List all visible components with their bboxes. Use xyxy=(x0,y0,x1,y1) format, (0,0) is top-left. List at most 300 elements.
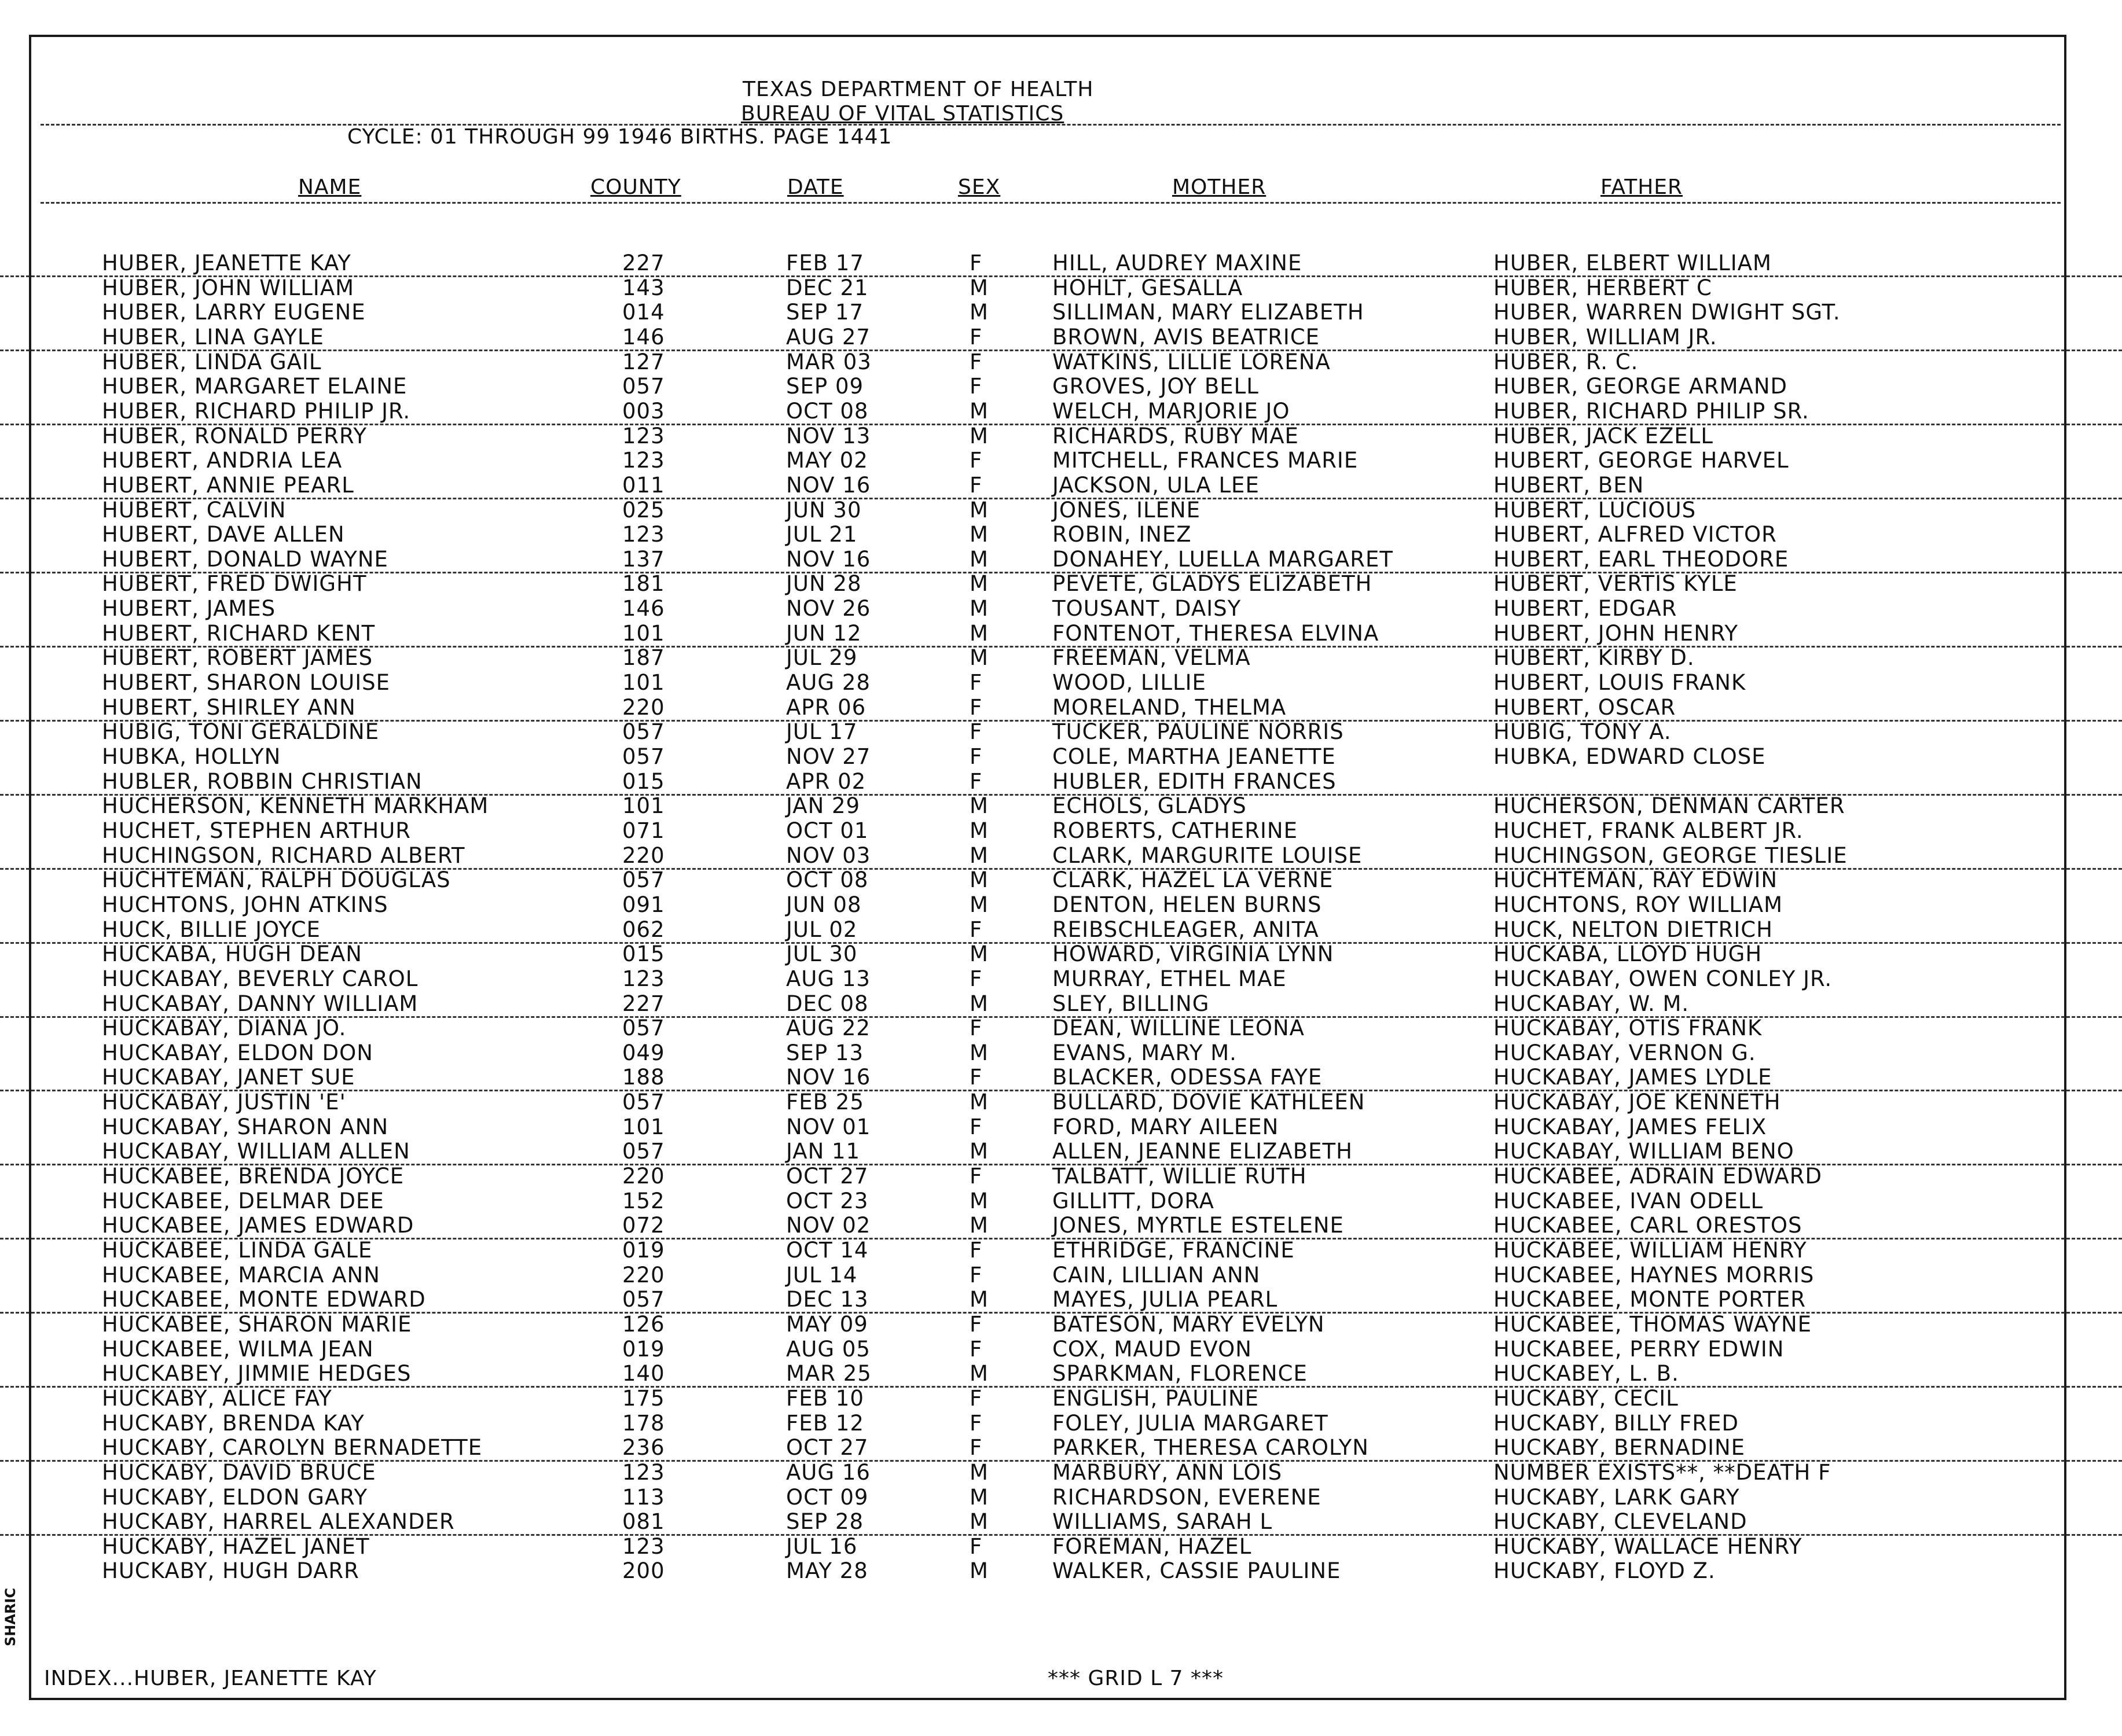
record-father: HUBER, R. C. xyxy=(1493,349,1639,374)
record-county: 188 xyxy=(622,1065,665,1090)
record-name: HUBER, MARGARET ELAINE xyxy=(102,374,407,399)
record-name: HUCKABAY, JUSTIN 'E' xyxy=(102,1090,346,1115)
record-county: 146 xyxy=(622,596,665,621)
record-sex: M xyxy=(970,843,989,868)
record-date: DEC 21 xyxy=(786,275,869,300)
record-mother: GROVES, JOY BELL xyxy=(1052,374,1259,399)
record-date: AUG 05 xyxy=(786,1336,871,1362)
record-sex: F xyxy=(970,768,983,794)
record-row xyxy=(0,1337,2122,1362)
record-county: 123 xyxy=(622,1459,665,1485)
record-mother: WATKINS, LILLIE LORENA xyxy=(1052,349,1331,374)
record-father: HUBERT, JOHN HENRY xyxy=(1493,620,1738,646)
record-sex: F xyxy=(970,1410,983,1436)
record-county: 091 xyxy=(622,892,665,917)
record-row xyxy=(0,1534,2122,1559)
record-county: 015 xyxy=(622,768,665,794)
record-mother: COLE, MARTHA JEANETTE xyxy=(1052,744,1336,769)
record-name: HUCKABEE, LINDA GALE xyxy=(102,1238,373,1263)
record-father: HUCKABAY, JOE KENNETH xyxy=(1493,1090,1781,1115)
record-row xyxy=(0,1164,2122,1189)
record-date: NOV 26 xyxy=(786,596,871,621)
record-father: HUBIG, TONY A. xyxy=(1493,719,1672,745)
record-row xyxy=(0,991,2122,1018)
record-mother: ROBERTS, CATHERINE xyxy=(1052,818,1298,843)
record-name: HUBER, JOHN WILLIAM xyxy=(102,275,355,300)
record-county: 143 xyxy=(622,275,665,300)
record-sex: F xyxy=(970,1435,983,1461)
record-mother: MAYES, JULIA PEARL xyxy=(1052,1287,1278,1312)
record-mother: SLEY, BILLING xyxy=(1052,991,1210,1016)
record-name: HUCKABEE, WILMA JEAN xyxy=(102,1336,374,1362)
record-row xyxy=(0,1361,2122,1388)
record-father: HUBER, WARREN DWIGHT SGT. xyxy=(1493,300,1841,325)
record-father: HUCKABY, FLOYD Z. xyxy=(1493,1558,1716,1584)
column-header-name: NAME xyxy=(298,175,362,199)
record-row xyxy=(0,892,2122,917)
record-father: HUCKABAY, VERNON G. xyxy=(1493,1040,1756,1065)
record-father: HUBERT, EARL THEODORE xyxy=(1493,546,1789,572)
record-sex: M xyxy=(970,1139,989,1164)
record-date: DEC 13 xyxy=(786,1287,869,1312)
record-name: HUCKABEE, DELMAR DEE xyxy=(102,1188,384,1213)
column-header-father: FATHER xyxy=(1600,175,1683,199)
record-sex: F xyxy=(970,744,983,769)
record-sex: F xyxy=(970,719,983,745)
record-name: HUBER, LINDA GAIL xyxy=(102,349,322,374)
record-father: HUCHERSON, DENMAN CARTER xyxy=(1493,793,1845,819)
record-row xyxy=(0,769,2122,796)
record-county: 101 xyxy=(622,793,665,819)
record-father: NUMBER EXISTS**, **DEATH F xyxy=(1493,1459,1831,1485)
record-father: HUBERT, BEN xyxy=(1493,472,1644,498)
record-sex: F xyxy=(970,966,983,991)
record-name: HUCKABAY, ELDON DON xyxy=(102,1040,373,1065)
record-father: HUCHET, FRANK ALBERT JR. xyxy=(1493,818,1804,843)
record-father: HUBERT, KIRBY D. xyxy=(1493,645,1695,671)
record-date: OCT 23 xyxy=(786,1188,869,1213)
record-row xyxy=(0,522,2122,547)
record-name: HUBERT, CALVIN xyxy=(102,497,287,523)
record-row xyxy=(0,744,2122,769)
record-row xyxy=(0,843,2122,870)
record-mother: SILLIMAN, MARY ELIZABETH xyxy=(1052,300,1364,325)
record-date: JUL 21 xyxy=(786,522,858,547)
record-mother: FOREMAN, HAZEL xyxy=(1052,1533,1252,1559)
record-row xyxy=(0,966,2122,991)
record-county: 137 xyxy=(622,546,665,572)
record-date: DEC 08 xyxy=(786,991,869,1016)
record-county: 123 xyxy=(622,1533,665,1559)
record-sex: M xyxy=(970,1188,989,1213)
index-footer: INDEX...HUBER, JEANETTE KAY xyxy=(44,1667,377,1690)
column-header-county: COUNTY xyxy=(590,175,681,199)
record-row xyxy=(0,1238,2122,1263)
record-name: HUBKA, HOLLYN xyxy=(102,744,281,769)
record-row xyxy=(0,818,2122,843)
record-sex: F xyxy=(970,1385,983,1411)
record-name: HUCHTONS, JOHN ATKINS xyxy=(102,892,388,917)
side-stamp: SHARIC xyxy=(2,1588,19,1646)
record-county: 014 xyxy=(622,300,665,325)
record-sex: M xyxy=(970,1213,989,1238)
record-county: 146 xyxy=(622,324,665,350)
record-mother: BULLARD, DOVIE KATHLEEN xyxy=(1052,1090,1365,1115)
record-date: SEP 28 xyxy=(786,1509,864,1535)
record-sex: F xyxy=(970,374,983,399)
record-mother: CAIN, LILLIAN ANN xyxy=(1052,1262,1261,1288)
record-name: HUCHET, STEPHEN ARTHUR xyxy=(102,818,412,843)
record-county: 101 xyxy=(622,670,665,696)
record-sex: F xyxy=(970,1238,983,1263)
record-name: HUCK, BILLIE JOYCE xyxy=(102,917,321,942)
record-county: 101 xyxy=(622,620,665,646)
record-sex: F xyxy=(970,1016,983,1041)
record-mother: FREEMAN, VELMA xyxy=(1052,645,1251,671)
record-name: HUCKABAY, DIANA JO. xyxy=(102,1016,347,1041)
record-name: HUCKABAY, JANET SUE xyxy=(102,1065,355,1090)
record-date: AUG 16 xyxy=(786,1459,871,1485)
record-sex: M xyxy=(970,941,989,967)
record-sex: M xyxy=(970,546,989,572)
record-mother: MORELAND, THELMA xyxy=(1052,694,1287,720)
record-sex: F xyxy=(970,472,983,498)
record-sex: F xyxy=(970,349,983,374)
record-name: HUCHINGSON, RICHARD ALBERT xyxy=(102,843,465,868)
record-sex: M xyxy=(970,596,989,621)
record-mother: TALBATT, WILLIE RUTH xyxy=(1052,1164,1307,1189)
record-county: 178 xyxy=(622,1410,665,1436)
record-date: JUN 12 xyxy=(786,620,862,646)
record-sex: M xyxy=(970,423,989,448)
column-header-divider xyxy=(41,202,2061,204)
record-mother: MARBURY, ANN LOIS xyxy=(1052,1459,1283,1485)
record-county: 200 xyxy=(622,1558,665,1584)
record-county: 057 xyxy=(622,1139,665,1164)
record-county: 220 xyxy=(622,694,665,720)
record-county: 015 xyxy=(622,941,665,967)
record-name: HUCKABY, BRENDA KAY xyxy=(102,1410,365,1436)
record-row xyxy=(0,1558,2122,1583)
record-mother: MITCHELL, FRANCES MARIE xyxy=(1052,448,1359,473)
record-sex: M xyxy=(970,1558,989,1584)
record-name: HUCKABY, ELDON GARY xyxy=(102,1484,368,1510)
record-sex: M xyxy=(970,522,989,547)
record-row xyxy=(0,596,2122,621)
record-county: 057 xyxy=(622,744,665,769)
record-mother: CLARK, HAZEL LA VERNE xyxy=(1052,867,1334,893)
record-date: SEP 13 xyxy=(786,1040,864,1065)
record-row xyxy=(0,917,2122,944)
record-date: SEP 09 xyxy=(786,374,864,399)
record-sex: F xyxy=(970,1065,983,1090)
record-father: HUCKABAY, WILLIAM BENO xyxy=(1493,1139,1794,1164)
record-date: NOV 16 xyxy=(786,472,871,498)
record-row xyxy=(0,1411,2122,1436)
record-mother: WELCH, MARJORIE JO xyxy=(1052,398,1290,424)
record-sex: M xyxy=(970,867,989,893)
record-row xyxy=(0,300,2122,325)
record-sex: M xyxy=(970,818,989,843)
record-name: HUCKABEE, SHARON MARIE xyxy=(102,1311,412,1337)
record-sex: M xyxy=(970,991,989,1016)
record-county: 049 xyxy=(622,1040,665,1065)
record-father: HUCHTONS, ROY WILLIAM xyxy=(1493,892,1783,917)
record-mother: TOUSANT, DAISY xyxy=(1052,596,1242,621)
record-row xyxy=(0,1040,2122,1065)
record-mother: REIBSCHLEAGER, ANITA xyxy=(1052,917,1319,942)
record-father: HUCKABEE, MONTE PORTER xyxy=(1493,1287,1806,1312)
record-date: JUL 02 xyxy=(786,917,858,942)
record-mother: GILLITT, DORA xyxy=(1052,1188,1214,1213)
record-mother: EVANS, MARY M. xyxy=(1052,1040,1237,1065)
record-mother: HOHLT, GESALLA xyxy=(1052,275,1243,300)
record-name: HUCHTEMAN, RALPH DOUGLAS xyxy=(102,867,451,893)
record-name: HUCKABAY, WILLIAM ALLEN xyxy=(102,1139,410,1164)
record-sex: F xyxy=(970,694,983,720)
record-name: HUCKABAY, SHARON ANN xyxy=(102,1114,389,1139)
record-mother: MURRAY, ETHEL MAE xyxy=(1052,966,1287,991)
record-mother: FOLEY, JULIA MARGARET xyxy=(1052,1410,1328,1436)
record-date: NOV 16 xyxy=(786,1065,871,1090)
record-name: HUCKABEY, JIMMIE HEDGES xyxy=(102,1361,412,1386)
record-county: 123 xyxy=(622,966,665,991)
record-name: HUBERT, SHARON LOUISE xyxy=(102,670,390,696)
record-row xyxy=(0,1509,2122,1536)
record-sex: F xyxy=(970,448,983,473)
record-date: MAR 03 xyxy=(786,349,872,374)
record-sex: F xyxy=(970,251,983,275)
record-name: HUCHERSON, KENNETH MARKHAM xyxy=(102,793,489,819)
column-header-date: DATE xyxy=(787,175,844,199)
record-row xyxy=(0,621,2122,648)
record-date: AUG 28 xyxy=(786,670,871,696)
column-header-sex: SEX xyxy=(958,175,1001,199)
record-date: JUL 14 xyxy=(786,1262,858,1288)
record-father: HUCHINGSON, GEORGE TIESLIE xyxy=(1493,843,1848,868)
record-name: HUCKABAY, BEVERLY CAROL xyxy=(102,966,418,991)
record-row xyxy=(0,374,2122,399)
record-row xyxy=(0,1312,2122,1337)
record-date: OCT 08 xyxy=(786,867,869,893)
record-father: HUCKABEE, WILLIAM HENRY xyxy=(1493,1238,1807,1263)
record-name: HUBERT, SHIRLEY ANN xyxy=(102,694,356,720)
record-mother: ROBIN, INEZ xyxy=(1052,522,1192,547)
cycle-line: CYCLE: 01 THROUGH 99 1946 BIRTHS. PAGE 1441 xyxy=(347,125,893,149)
record-name: HUBERT, DAVE ALLEN xyxy=(102,522,345,547)
record-row xyxy=(0,941,2122,966)
record-father: HUCKABAY, W. M. xyxy=(1493,991,1690,1016)
record-county: 123 xyxy=(622,423,665,448)
record-row xyxy=(0,719,2122,744)
record-father: HUBERT, OSCAR xyxy=(1493,694,1676,720)
record-mother: HOWARD, VIRGINIA LYNN xyxy=(1052,941,1334,967)
record-date: OCT 08 xyxy=(786,398,869,424)
record-date: OCT 01 xyxy=(786,818,869,843)
record-father: HUBERT, LOUIS FRANK xyxy=(1493,670,1746,696)
record-date: MAY 28 xyxy=(786,1558,868,1584)
record-row xyxy=(0,793,2122,818)
record-name: HUBER, JEANETTE KAY xyxy=(102,251,351,275)
record-county: 101 xyxy=(622,1114,665,1139)
record-mother: BLACKER, ODESSA FAYE xyxy=(1052,1065,1323,1090)
record-father: HUCKABY, LARK GARY xyxy=(1493,1484,1740,1510)
record-father: HUBERT, VERTIS KYLE xyxy=(1493,571,1738,597)
record-date: NOV 16 xyxy=(786,546,871,572)
record-sex: M xyxy=(970,1090,989,1115)
record-row xyxy=(0,473,2122,499)
record-date: JUL 30 xyxy=(786,941,858,967)
record-mother: CLARK, MARGURITE LOUISE xyxy=(1052,843,1363,868)
record-mother: WOOD, LILLIE xyxy=(1052,670,1206,696)
record-county: 126 xyxy=(622,1311,665,1337)
record-row xyxy=(0,350,2122,374)
record-sex: M xyxy=(970,497,989,523)
record-county: 127 xyxy=(622,349,665,374)
record-father: HUBER, WILLIAM JR. xyxy=(1493,324,1717,350)
record-mother: ALLEN, JEANNE ELIZABETH xyxy=(1052,1139,1353,1164)
record-father: HUCKABEE, THOMAS WAYNE xyxy=(1493,1311,1812,1337)
record-county: 025 xyxy=(622,497,665,523)
record-sex: M xyxy=(970,398,989,424)
record-county: 220 xyxy=(622,843,665,868)
record-row xyxy=(0,1435,2122,1462)
record-county: 003 xyxy=(622,398,665,424)
record-mother: JONES, ILENE xyxy=(1052,497,1201,523)
record-mother: FONTENOT, THERESA ELVINA xyxy=(1052,620,1379,646)
record-row xyxy=(0,547,2122,573)
record-date: FEB 25 xyxy=(786,1090,864,1115)
record-county: 011 xyxy=(622,472,665,498)
record-date: NOV 02 xyxy=(786,1213,871,1238)
record-sex: F xyxy=(970,1262,983,1288)
record-sex: F xyxy=(970,1311,983,1337)
record-father: HUCKABAY, JAMES LYDLE xyxy=(1493,1065,1772,1090)
record-date: NOV 03 xyxy=(786,843,871,868)
record-name: HUBERT, ROBERT JAMES xyxy=(102,645,373,671)
record-mother: HUBLER, EDITH FRANCES xyxy=(1052,768,1337,794)
record-date: MAY 09 xyxy=(786,1311,868,1337)
record-father: HUCKABY, BILLY FRED xyxy=(1493,1410,1739,1436)
record-county: 236 xyxy=(622,1435,665,1461)
record-date: JUN 28 xyxy=(786,571,862,597)
record-name: HUBIG, TONI GERALDINE xyxy=(102,719,380,745)
record-row xyxy=(0,1115,2122,1139)
record-mother: BROWN, AVIS BEATRICE xyxy=(1052,324,1320,350)
record-row xyxy=(0,399,2122,425)
record-mother: COX, MAUD EVON xyxy=(1052,1336,1252,1362)
header-divider xyxy=(41,124,2061,126)
record-date: OCT 27 xyxy=(786,1435,869,1461)
record-row xyxy=(0,498,2122,523)
record-county: 081 xyxy=(622,1509,665,1535)
record-date: MAY 02 xyxy=(786,448,868,473)
record-sex: M xyxy=(970,1509,989,1535)
record-mother: RICHARDSON, EVERENE xyxy=(1052,1484,1321,1510)
record-name: HUBER, RONALD PERRY xyxy=(102,423,367,448)
record-father: HUCKABAY, OWEN CONLEY JR. xyxy=(1493,966,1833,991)
record-sex: M xyxy=(970,1361,989,1386)
record-sex: M xyxy=(970,1040,989,1065)
record-row xyxy=(0,325,2122,351)
record-row xyxy=(0,695,2122,722)
record-name: HUCKABEE, MARCIA ANN xyxy=(102,1262,380,1288)
record-county: 220 xyxy=(622,1262,665,1288)
record-father: HUCK, NELTON DIETRICH xyxy=(1493,917,1773,942)
record-county: 220 xyxy=(622,1164,665,1189)
record-mother: ETHRIDGE, FRANCINE xyxy=(1052,1238,1295,1263)
record-county: 152 xyxy=(622,1188,665,1213)
record-date: AUG 27 xyxy=(786,324,871,350)
record-row xyxy=(0,1263,2122,1288)
record-sex: F xyxy=(970,917,983,942)
record-name: HUCKABY, HUGH DARR xyxy=(102,1558,359,1584)
record-county: 057 xyxy=(622,1016,665,1041)
record-row xyxy=(0,1287,2122,1314)
record-county: 227 xyxy=(622,991,665,1016)
record-mother: DEAN, WILLINE LEONA xyxy=(1052,1016,1305,1041)
record-name: HUBERT, JAMES xyxy=(102,596,276,621)
record-father: HUBER, GEORGE ARMAND xyxy=(1493,374,1788,399)
record-row xyxy=(0,1065,2122,1091)
record-father: HUCKABY, CECIL xyxy=(1493,1385,1679,1411)
record-father: HUCKABY, WALLACE HENRY xyxy=(1493,1533,1802,1559)
record-mother: WALKER, CASSIE PAULINE xyxy=(1052,1558,1341,1584)
record-row xyxy=(0,645,2122,670)
record-sex: M xyxy=(970,1459,989,1485)
record-sex: F xyxy=(970,1164,983,1189)
record-row xyxy=(0,424,2122,448)
record-mother: JACKSON, ULA LEE xyxy=(1052,472,1260,498)
record-date: FEB 10 xyxy=(786,1385,864,1411)
record-date: AUG 13 xyxy=(786,966,871,991)
record-father: HUBERT, EDGAR xyxy=(1493,596,1677,621)
record-county: 175 xyxy=(622,1385,665,1411)
record-name: HUCKABY, CAROLYN BERNADETTE xyxy=(102,1435,483,1461)
record-father: HUBERT, ALFRED VICTOR xyxy=(1493,522,1777,547)
record-father: HUBER, JACK EZELL xyxy=(1493,423,1714,448)
record-father: HUCKABY, BERNADINE xyxy=(1493,1435,1746,1461)
record-date: FEB 17 xyxy=(786,251,864,275)
record-name: HUCKABEE, MONTE EDWARD xyxy=(102,1287,426,1312)
record-county: 187 xyxy=(622,645,665,671)
record-mother: PARKER, THERESA CAROLYN xyxy=(1052,1435,1369,1461)
record-row xyxy=(0,1189,2122,1213)
record-father: HUBER, RICHARD PHILIP SR. xyxy=(1493,398,1809,424)
record-name: HUBER, RICHARD PHILIP JR. xyxy=(102,398,411,424)
record-father: HUBERT, LUCIOUS xyxy=(1493,497,1697,523)
record-row xyxy=(0,448,2122,473)
record-mother: ENGLISH, PAULINE xyxy=(1052,1385,1260,1411)
record-county: 057 xyxy=(622,719,665,745)
record-row xyxy=(0,1016,2122,1040)
record-row xyxy=(0,1139,2122,1165)
record-row xyxy=(0,1485,2122,1510)
record-date: JAN 29 xyxy=(786,793,861,819)
record-date: NOV 13 xyxy=(786,423,871,448)
record-sex: M xyxy=(970,793,989,819)
record-name: HUCKABA, HUGH DEAN xyxy=(102,941,362,967)
record-row xyxy=(0,867,2122,892)
record-date: OCT 27 xyxy=(786,1164,869,1189)
record-row xyxy=(0,275,2122,300)
record-name: HUCKABY, DAVID BRUCE xyxy=(102,1459,376,1485)
record-row xyxy=(0,571,2122,596)
record-father: HUCKABEE, IVAN ODELL xyxy=(1493,1188,1764,1213)
record-sex: M xyxy=(970,892,989,917)
record-father: HUCHTEMAN, RAY EDWIN xyxy=(1493,867,1778,893)
record-date: APR 06 xyxy=(786,694,867,720)
